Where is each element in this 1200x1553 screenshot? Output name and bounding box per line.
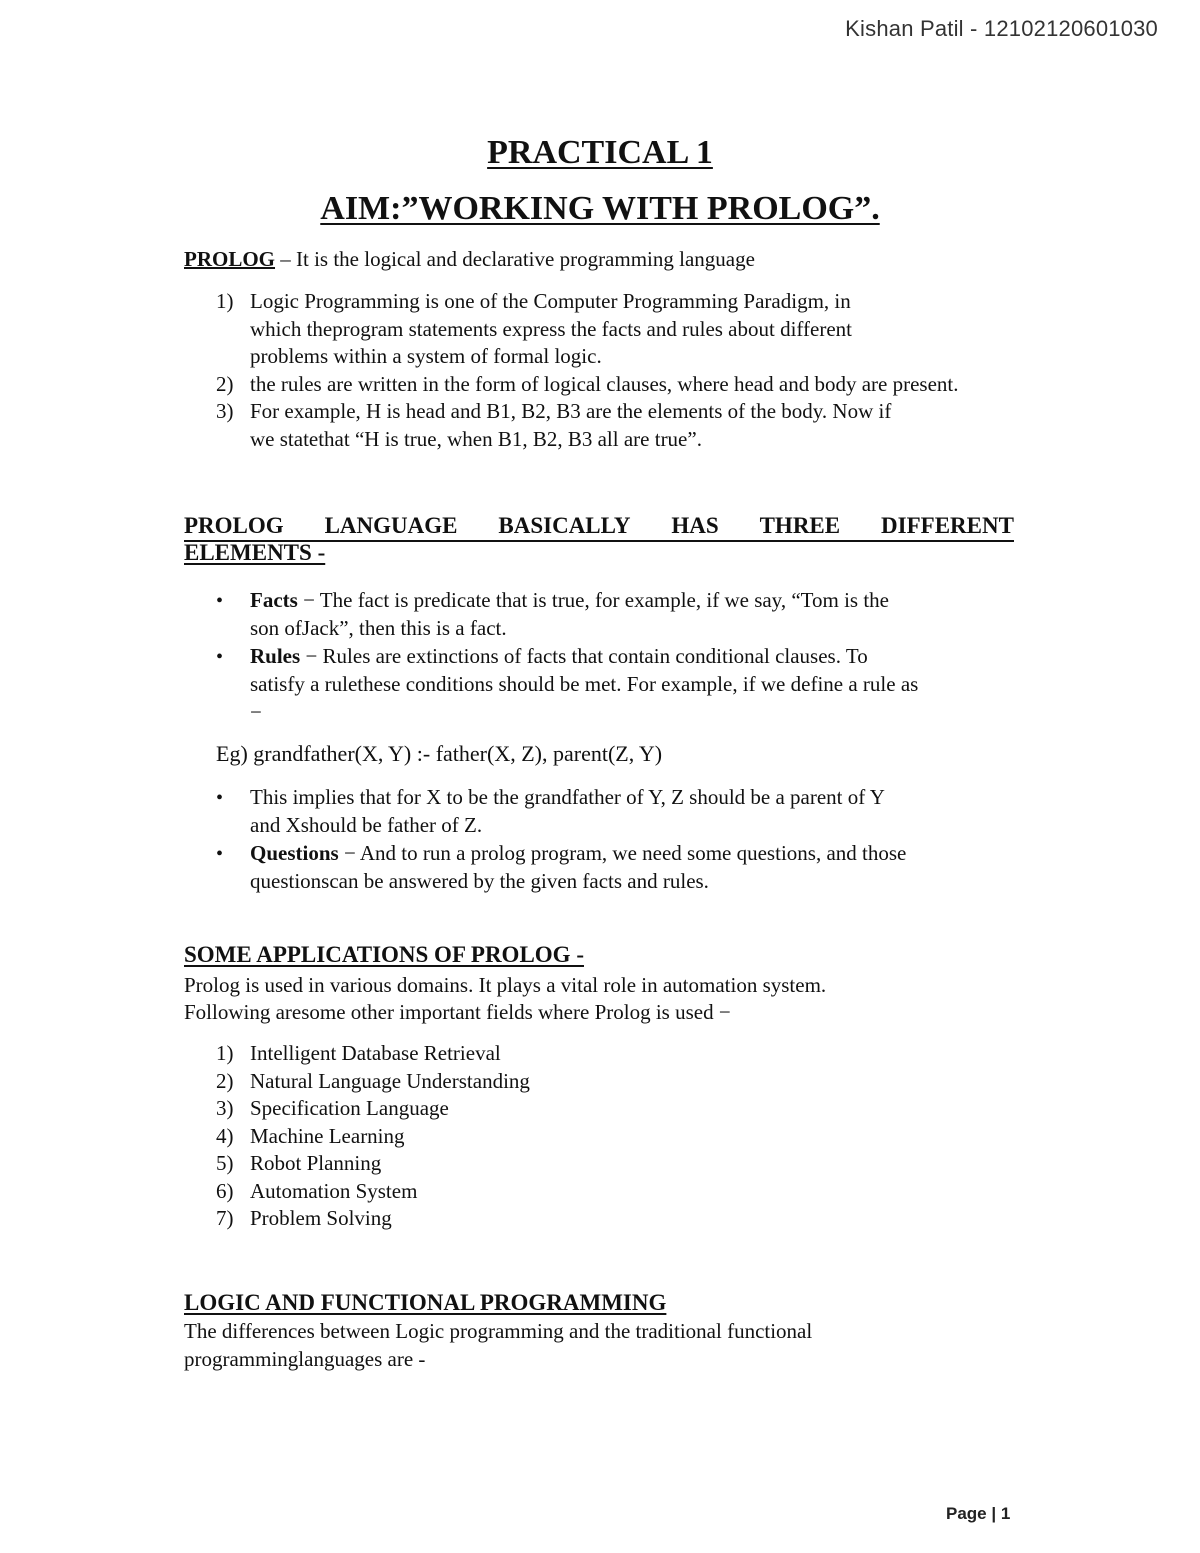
term: Rules: [250, 644, 301, 668]
elements-heading-line1: [184, 512, 1014, 542]
list-line: and Xshould be father of Z.: [250, 813, 483, 837]
bullet-icon: [216, 783, 250, 839]
list-number: 1): [216, 289, 234, 313]
page-number: Page | 1: [946, 1504, 1011, 1523]
list-line: Logic Programming is one of the Computer Programming Paradigm, in: [250, 289, 851, 313]
practical-title: PRACTICAL 1: [487, 134, 713, 171]
list-line: − Rules are extinctions of facts that contain conditional clauses. To: [300, 644, 868, 668]
list-item: [216, 1150, 1076, 1178]
prolog-intro-text: – It is the logical and declarative programming language: [275, 247, 755, 271]
list-item: [216, 642, 1016, 726]
list-line: This implies that for X to be the grandfather of Y, Z should be a parent of Y: [250, 785, 885, 809]
term: Facts: [250, 588, 298, 612]
list-item: [216, 1178, 1076, 1206]
list-number: 3): [216, 1096, 234, 1120]
list-item: [216, 1205, 1076, 1233]
list-item: [216, 1040, 1076, 1068]
bullet-icon: [216, 839, 250, 895]
list-number: 7): [216, 1206, 234, 1230]
rule-example: Eg) grandfather(X, Y) :- father(X, Z), parent(Z, Y): [216, 741, 663, 766]
list-line: −: [250, 700, 262, 724]
prolog-intro: [184, 246, 755, 273]
list-number: 2): [216, 1068, 234, 1093]
applications-heading: SOME APPLICATIONS OF PROLOG -: [184, 942, 584, 967]
list-number: 3): [216, 399, 234, 423]
elements-list-b: [216, 783, 1016, 895]
applications-line2: Following aresome other important fields where Prolog is used −: [184, 1000, 731, 1024]
list-line: satisfy a rulethese conditions should be met. For example, if we define a rule as: [250, 672, 919, 696]
list-item: [216, 783, 1016, 839]
list-item: [216, 1068, 1076, 1096]
list-number: 5): [216, 1151, 234, 1175]
list-line: problems within a system of formal logic.: [250, 344, 602, 368]
list-text: Natural Language Understanding: [250, 1068, 530, 1093]
list-item: [216, 1095, 1076, 1123]
list-item: [216, 1123, 1076, 1151]
heading-word: HAS: [671, 513, 719, 538]
heading-word: LANGUAGE: [324, 513, 458, 538]
list-line: we statethat “H is true, when B1, B2, B3 all are true”.: [250, 426, 702, 451]
list-number: 2): [216, 371, 234, 396]
bullet-icon: [216, 642, 250, 726]
list-line: which theprogram statements express the facts and rules about different: [250, 316, 852, 341]
list-number: 4): [216, 1123, 234, 1148]
list-text: Machine Learning: [250, 1123, 405, 1148]
list-number: 6): [216, 1178, 234, 1203]
logic-functional-line2: programminglanguages are -: [184, 1347, 426, 1371]
bullet-icon: [216, 586, 250, 642]
list-line: − And to run a prolog program, we need some questions, and those: [338, 841, 907, 865]
logic-functional-heading: LOGIC AND FUNCTIONAL PROGRAMMING: [184, 1290, 667, 1315]
list-text: Automation System: [250, 1178, 418, 1203]
list-text: Intelligent Database Retrieval: [250, 1041, 501, 1065]
list-text: Specification Language: [250, 1096, 449, 1120]
author-id-header: Kishan Patil - 12102120601030: [845, 16, 1158, 41]
elements-list-a: [216, 586, 1016, 726]
intro-list: [216, 288, 1076, 453]
applications-list: [216, 1040, 1076, 1233]
list-line: For example, H is head and B1, B2, B3 are the elements of the body. Now if: [250, 399, 892, 423]
list-item: [216, 586, 1016, 642]
heading-word: THREE: [759, 513, 841, 538]
list-item: [216, 839, 1016, 895]
logic-functional-line1: The differences between Logic programming and the traditional functional: [184, 1319, 813, 1343]
applications-line1: Prolog is used in various domains. It plays a vital role in automation system.: [184, 973, 827, 997]
list-line: − The fact is predicate that is true, for example, if we say, “Tom is the: [297, 588, 889, 612]
list-number: 1): [216, 1041, 234, 1065]
list-text: Problem Solving: [250, 1206, 392, 1230]
list-item: [216, 398, 1076, 453]
elements-heading-line2: ELEMENTS -: [184, 540, 326, 565]
heading-word: BASICALLY: [498, 513, 631, 538]
heading-word: PROLOG: [184, 513, 284, 538]
list-line: the rules are written in the form of logical clauses, where head and body are present.: [250, 371, 959, 396]
list-line: questionscan be answered by the given facts and rules.: [250, 869, 709, 893]
list-line: son ofJack”, then this is a fact.: [250, 616, 507, 640]
list-item: [216, 371, 1076, 399]
list-text: Robot Planning: [250, 1151, 382, 1175]
list-item: [216, 288, 1076, 371]
term: Questions: [250, 841, 339, 865]
heading-word: DIFFERENT: [881, 513, 1014, 538]
prolog-term: PROLOG: [184, 247, 276, 271]
aim-title: AIM:”WORKING WITH PROLOG”.: [320, 190, 880, 227]
